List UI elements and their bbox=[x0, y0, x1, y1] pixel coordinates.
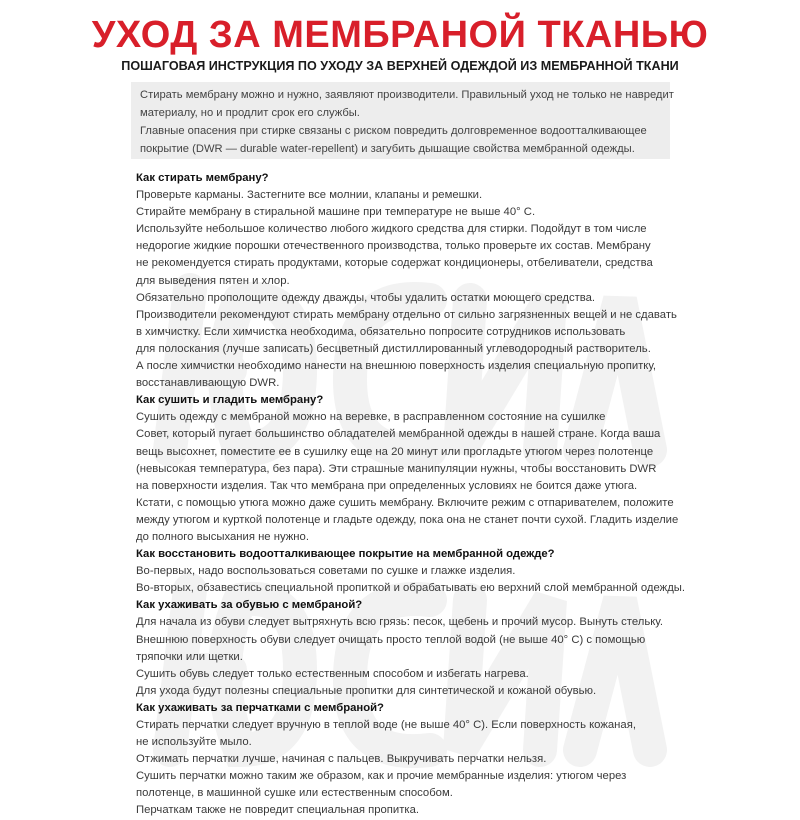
section-text-line: вещь высохнет, поместите ее в сушилку еще на 20 минут или прогладьте утюгом через полотенце bbox=[136, 445, 654, 458]
section-text-line: восстанавливающую DWR. bbox=[136, 377, 280, 390]
section-text-line: не рекомендуется стирать продуктами, которые содержат кондиционеры, отбеливатели, средства bbox=[136, 257, 653, 270]
section-heading: Как сушить и гладить мембрану? bbox=[136, 394, 324, 407]
section-text-line: Для начала из обуви следует вытряхнуть всю грязь: песок, щебень и прочий мусор. Вынуть стельку. bbox=[136, 616, 663, 629]
section-text-line: на поверхности изделия. Так что мембрана при определенных условиях не боится даже утюга. bbox=[136, 479, 638, 492]
section-text-line: Проверьте карманы. Застегните все молнии, клапаны и ремешки. bbox=[136, 189, 483, 202]
section-text-line: тряпочки или щетки. bbox=[136, 650, 243, 663]
section-text-line: Кстати, с помощью утюга можно даже сушить мембрану. Включите режим с отпаривателем, положите bbox=[136, 496, 674, 509]
section bbox=[136, 597, 676, 700]
section-text-line: Стирать перчатки следует вручную в теплой воде (не выше 40° С). Если поверхность кожаная, bbox=[136, 719, 636, 731]
section-heading: Как восстановить водоотталкивающее покрытие на мембранной одежде? bbox=[136, 548, 555, 561]
page-subtitle: ПОШАГОВАЯ ИНСТРУКЦИЯ ПО УХОДУ ЗА ВЕРХНЕЙ ОДЕЖДОЙ ИЗ МЕМБРАННОЙ ТКАНИ bbox=[121, 59, 679, 73]
section-heading: Как ухаживать за перчатками с мембраной? bbox=[136, 701, 384, 714]
page-title: УХОД ЗА МЕМБРАНОЙ ТКАНЬЮ bbox=[91, 14, 709, 56]
section-text-line: А после химчистки необходимо нанести на внешнюю поверхность изделия специальную пропитку, bbox=[136, 360, 657, 373]
section bbox=[136, 546, 686, 597]
section-text-line: в химчистку. Если химчистка необходима, обязательно попросите сотрудников использовать bbox=[136, 325, 626, 338]
section-text-line: Сушить одежду с мембраной можно на веревке, в расправленном состояние на сушилке bbox=[136, 411, 606, 424]
intro-box bbox=[131, 82, 674, 159]
section-text-line: Обязательно прополощите одежду дважды, чтобы удалить остатки моющего средства. bbox=[136, 291, 596, 304]
section-heading: Как стирать мембрану? bbox=[136, 172, 269, 184]
section-text-line: Сушить перчатки можно таким же образом, как и прочие мембранные изделия: утюгом через bbox=[136, 770, 627, 783]
section-text-line: до полного высыхания не нужно. bbox=[136, 530, 309, 543]
intro-line: материалу, но и продлит срок его службы. bbox=[140, 107, 360, 119]
section-text-line: недорогие жидкие порошки отечественного производства, только проверьте их состав. Мембрану bbox=[136, 240, 651, 253]
section bbox=[136, 392, 679, 546]
section-text-line: Стирайте мембрану в стиральной машине при температуре не выше 40° С. bbox=[136, 206, 536, 219]
section-text-line: между утюгом и курткой полотенце и гладьте одежду, пока она не станет почти сухой. Гладить изделие bbox=[136, 513, 679, 526]
instructions-content bbox=[136, 170, 686, 820]
intro-line: Стирать мембрану можно и нужно, заявляют производители. Правильный уход не только не навредит bbox=[140, 89, 674, 101]
section-text-line: Перчаткам также не повредит специальная пропитка. bbox=[136, 804, 420, 817]
section-text-line: Для ухода будут полезны специальные пропитки для синтетической и кожаной обувью. bbox=[136, 684, 597, 697]
intro-line: покрытие (DWR — durable water-repellent) и загубить дышащие свойства мембранной одежды. bbox=[140, 143, 635, 155]
section-text-line: Во-первых, надо воспользоваться советами по сушке и глажке изделия. bbox=[136, 565, 516, 578]
section-text-line: не используйте мыло. bbox=[136, 736, 252, 749]
section bbox=[136, 170, 676, 392]
section-text-line: Совет, который пугает большинство обладателей мембранной одежды в нашей стране. Когда ваша bbox=[136, 428, 661, 441]
intro-line: Главные опасения при стирке связаны с риском повредить долговременное водоотталкивающее bbox=[140, 125, 647, 137]
section-text-line: для полоскания (лучше записать) бесцветный дистиллированный углеводородный растворитель. bbox=[136, 342, 651, 355]
section-text-line: Отжимать перчатки лучше, начиная с пальцев. Выкручивать перчатки нельзя. bbox=[136, 753, 547, 766]
section-heading: Как ухаживать за обувью с мембраной? bbox=[136, 599, 363, 612]
section-text-line: Во-вторых, обзавестись специальной пропиткой и обрабатывать ею верхний слой мембранной одежды. bbox=[136, 582, 686, 595]
section-text-line: Производители рекомендуют стирать мембрану отдельно от сильно загрязненных вещей и не сдавать bbox=[136, 308, 677, 321]
section-text-line: (невысокая температура, без пара). Эти страшные манипуляции нужны, чтобы восстановить DWR bbox=[136, 462, 657, 475]
section-text-line: полотенце, в машинной сушке или естественным способом. bbox=[136, 787, 453, 800]
section-text-line: Используйте небольшое количество любого жидкого средства для стирки. Подойдут в том числе bbox=[136, 223, 647, 236]
section-text-line: Внешнюю поверхность обуви следует очищать просто теплой водой (не выше 40° С) с помощью bbox=[136, 633, 646, 646]
section bbox=[136, 700, 676, 820]
section-text-line: для выведения пятен и хлор. bbox=[136, 274, 290, 287]
section-text-line: Сушить обувь следует только естественным способом и избегать нагрева. bbox=[136, 667, 529, 680]
